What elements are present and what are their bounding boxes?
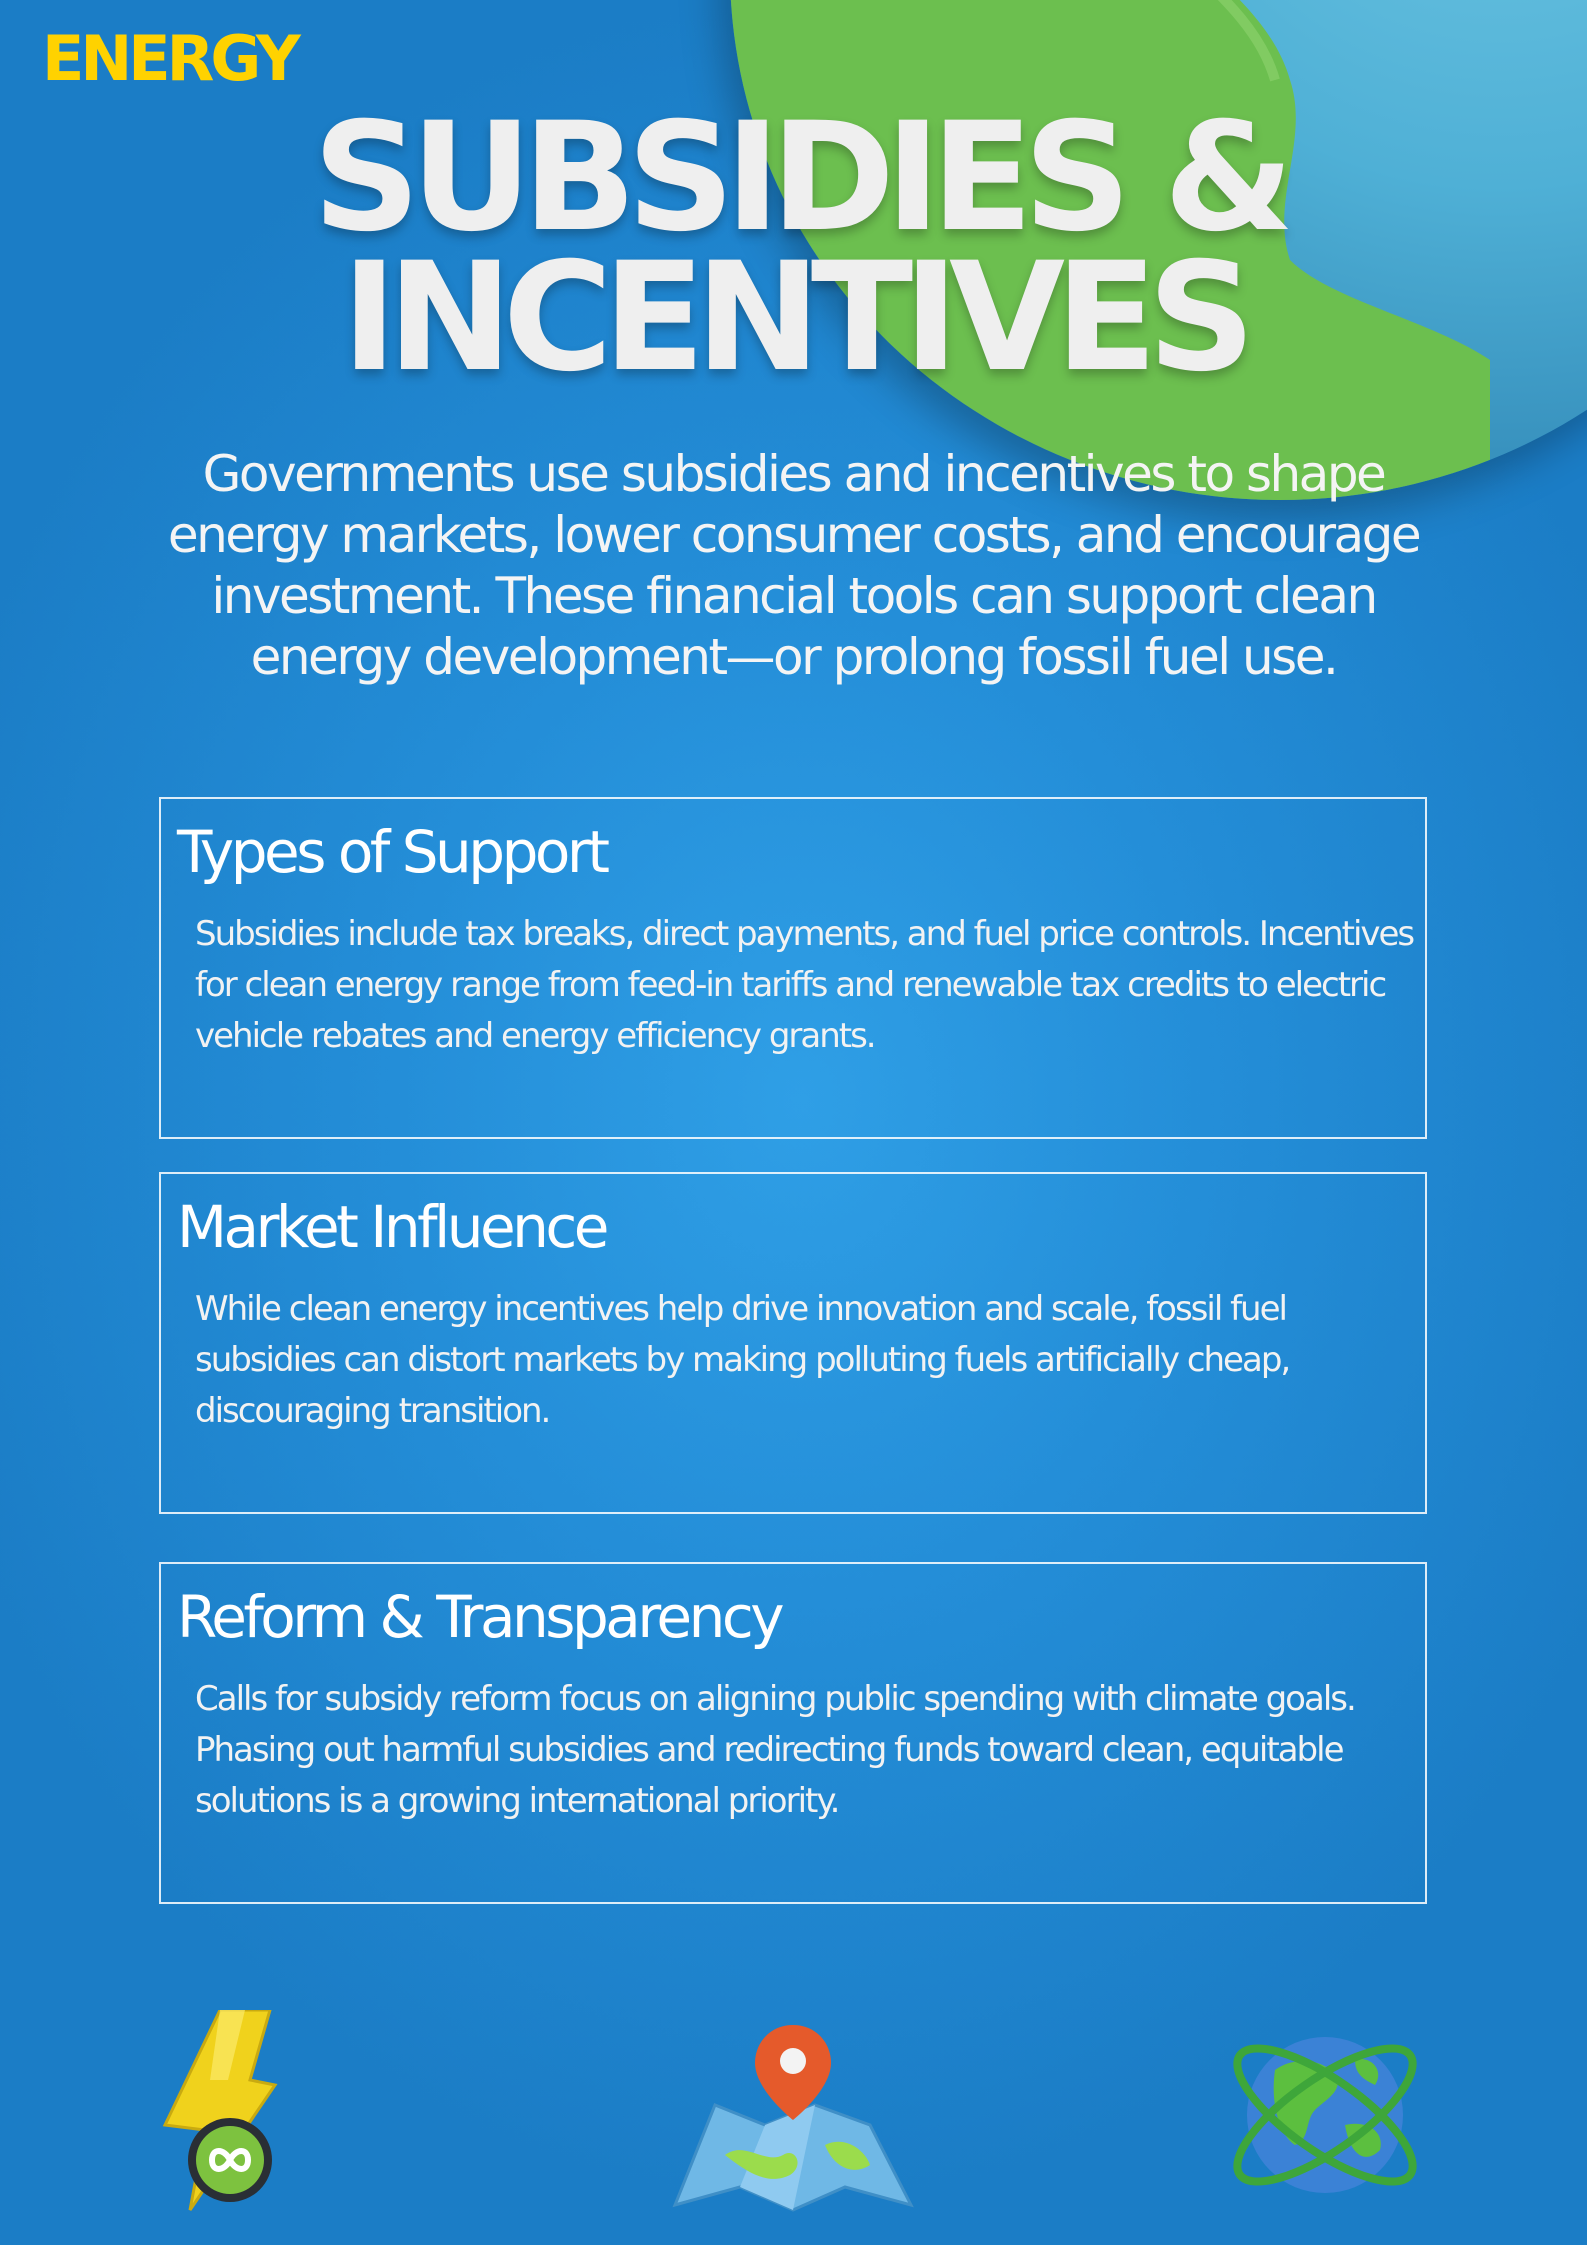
map-pin-icon — [655, 2015, 931, 2215]
card-market-influence — [159, 1172, 1427, 1514]
card-title: Types of Support — [177, 818, 607, 886]
page-title — [0, 91, 1587, 405]
globe-orbit-icon — [1215, 2015, 1435, 2215]
intro-paragraph: Governments use subsidies and incentives to shape energy markets, lower consumer costs, and encourage investment. These financial tools can support clean energy development—or prolong fossil fuel use. — [167, 445, 1420, 686]
card-body: Calls for subsidy reform focus on aligning public spending with climate goals. Phasing out harmful subsidies and redirecting funds toward clean, equitable solutions is a growing international priority. — [195, 1679, 1355, 1821]
title-line-2: INCENTIVES — [341, 231, 1246, 405]
card-title: Market Influence — [177, 1193, 606, 1261]
card-reform-transparency — [159, 1562, 1427, 1904]
card-body: While clean energy incentives help drive innovation and scale, fossil fuel subsidies can distort markets by making polluting fuels artificially cheap, discouraging transition. — [195, 1289, 1290, 1431]
card-body: Subsidies include tax breaks, direct payments, and fuel price controls. Incentives for clean energy range from feed-in tariffs and renewable tax credits to electric vehicle rebates and energy efficiency grants. — [195, 914, 1414, 1056]
title-line-1: SUBSIDIES & — [312, 91, 1285, 265]
card-title: Reform & Transparency — [177, 1583, 782, 1651]
card-types-of-support — [159, 797, 1427, 1139]
lightning-infinity-icon — [150, 2010, 290, 2220]
brand-label: ENERGY — [42, 22, 297, 95]
